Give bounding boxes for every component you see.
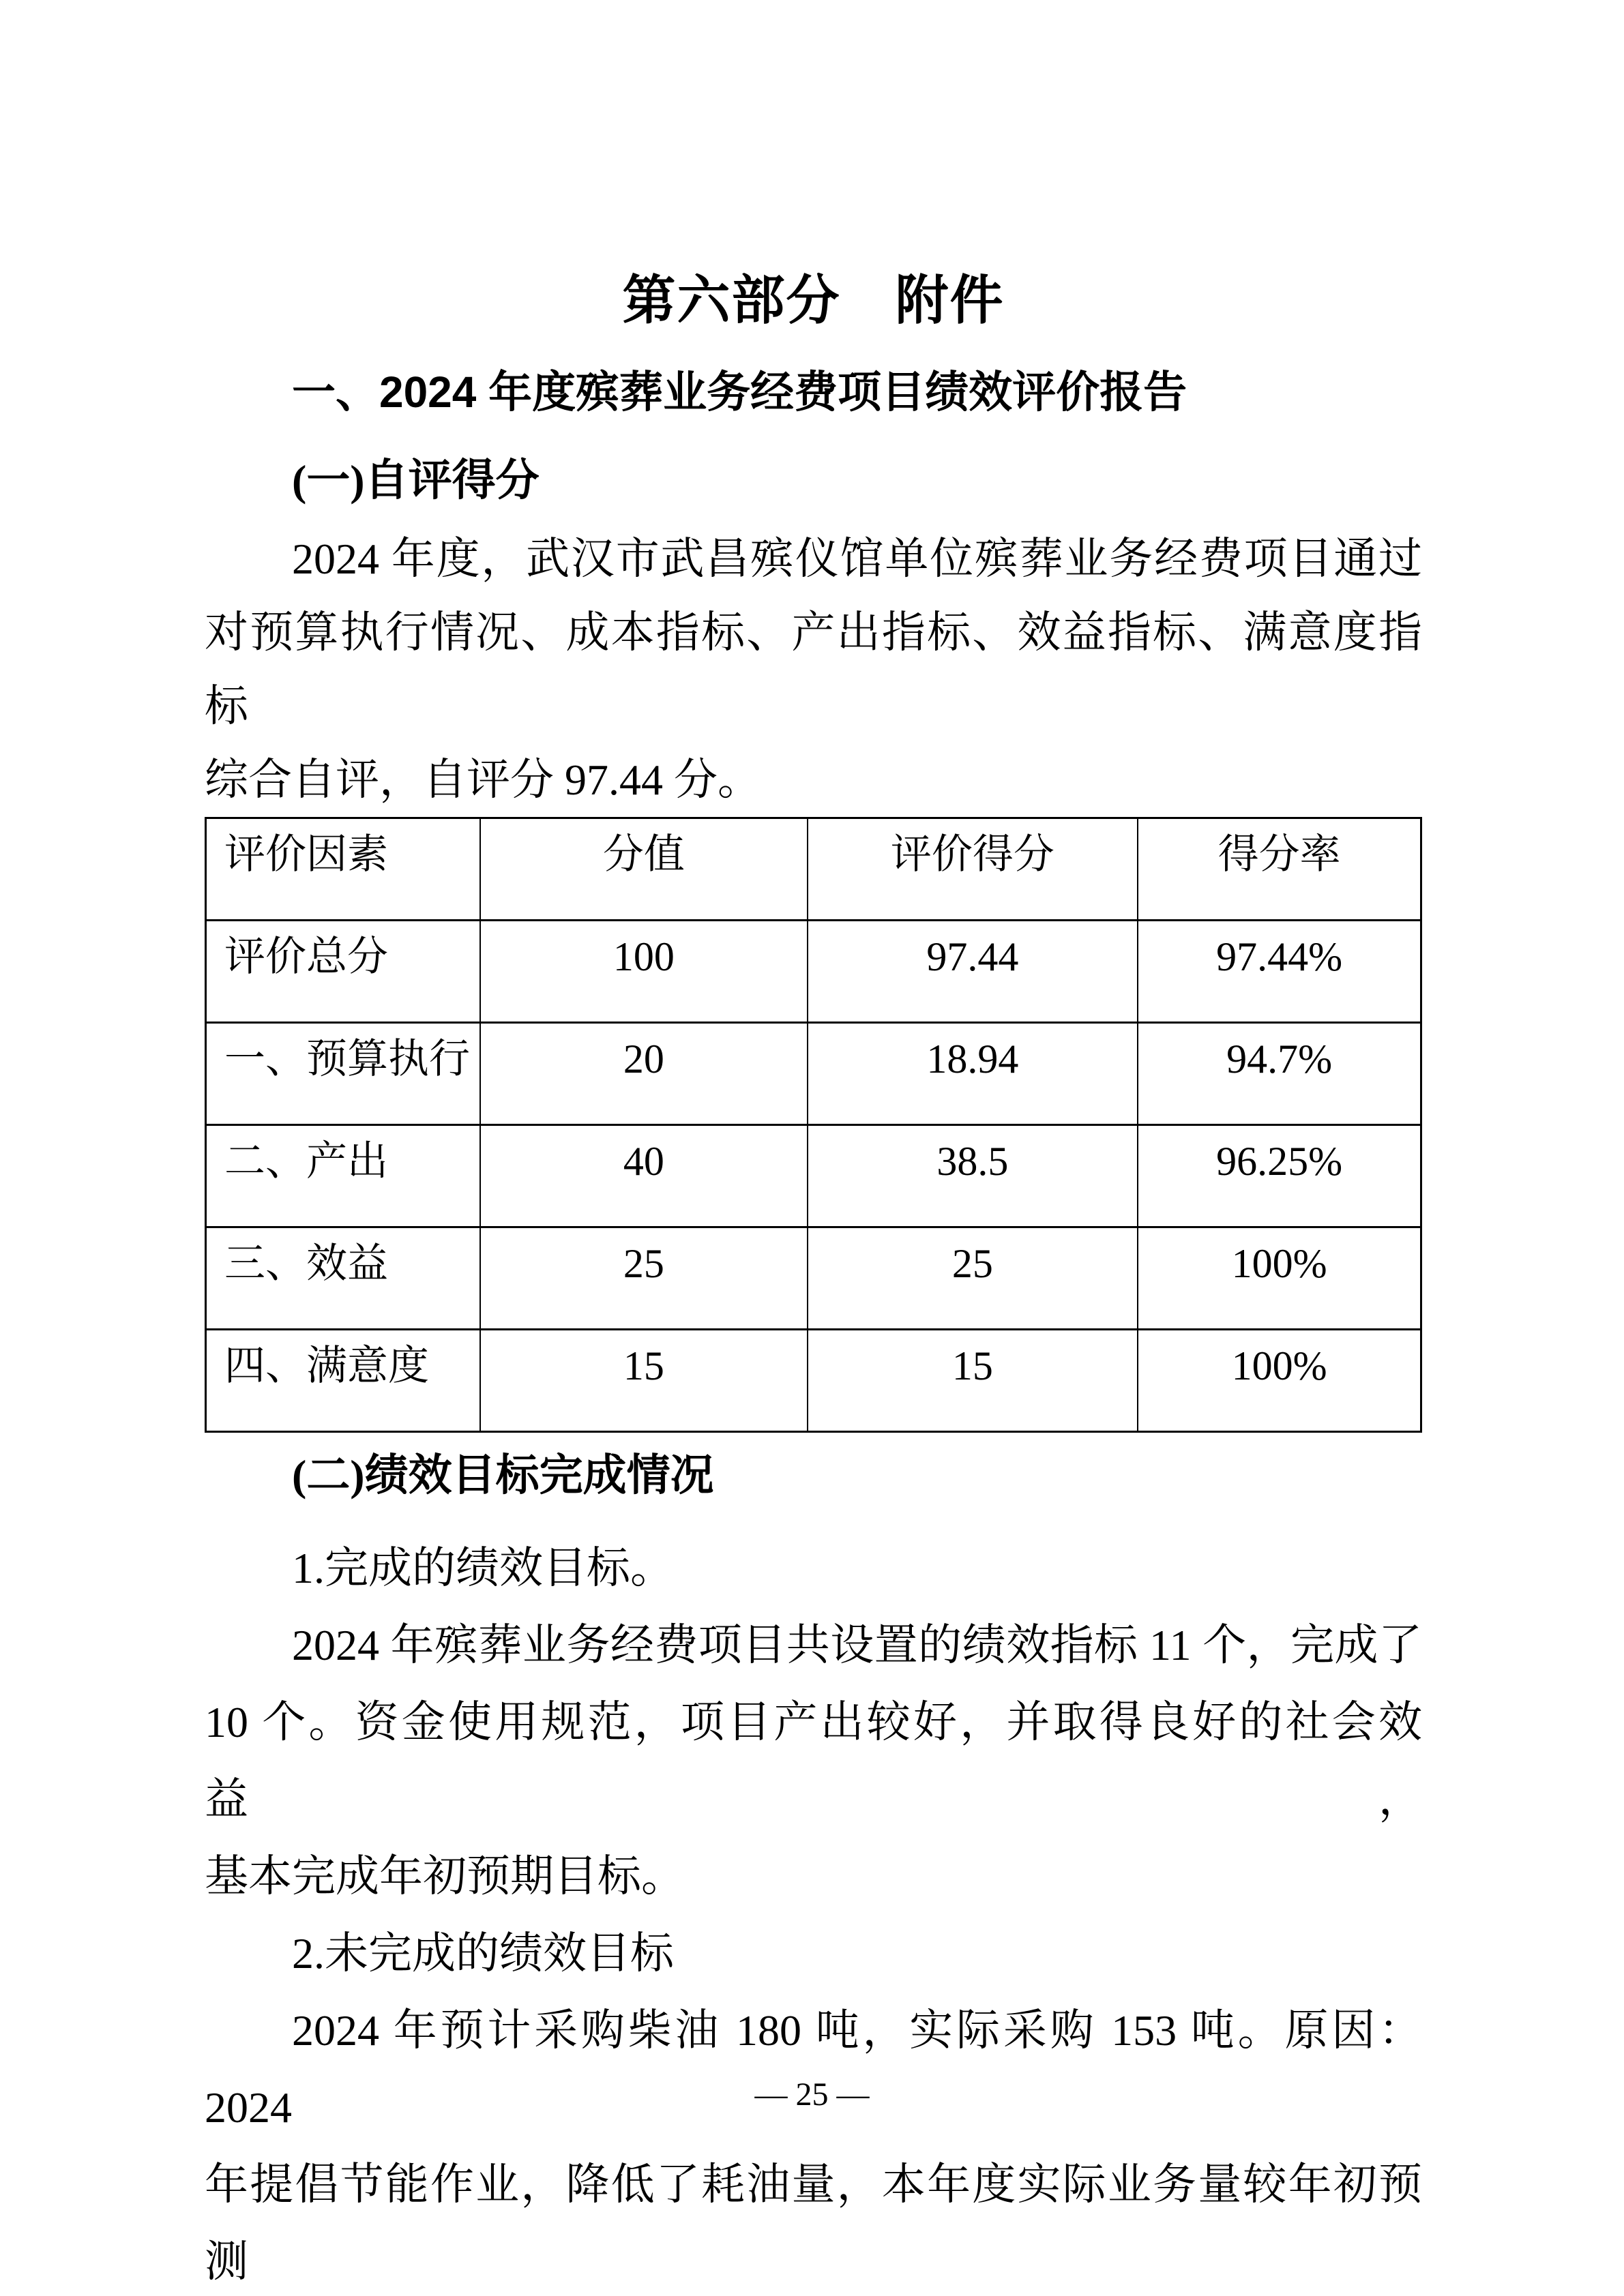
table-cell: 96.25% <box>1138 1125 1421 1227</box>
table-cell: 18.94 <box>808 1023 1138 1125</box>
table-cell: 三、效益 <box>206 1227 481 1330</box>
table-header-rate: 得分率 <box>1138 818 1421 921</box>
table-row-total <box>206 921 1421 1023</box>
table-cell: 评价总分 <box>206 921 481 1023</box>
page-content <box>205 0 1422 2296</box>
table-cell: 94.7% <box>1138 1023 1421 1125</box>
paragraph-line: 1.完成的绩效目标。 <box>292 1544 674 1592</box>
goal-completion-paragraphs <box>205 1530 1422 2296</box>
paragraph-line: 年提倡节能作业，降低了耗油量，本年度实际业务量较年初预测 <box>205 2160 1422 2286</box>
subsection-heading-goal-completion: (二)绩效目标完成情况 <box>292 1451 714 1500</box>
document-title: 第六部分 附件 <box>622 270 1005 330</box>
page-number: — 25 — <box>754 2076 870 2113</box>
table-cell: 20 <box>480 1023 807 1125</box>
table-cell: 15 <box>480 1330 807 1432</box>
table-row-budget-execution <box>206 1023 1421 1125</box>
paragraph-line: 综合自评，自评分 97.44 分。 <box>205 756 761 804</box>
subsection-heading-self-score: (一)自评得分 <box>292 456 540 505</box>
table-cell: 25 <box>480 1227 807 1330</box>
paragraph-line: 基本完成年初预期目标。 <box>205 1852 685 1900</box>
table-header-factor: 评价因素 <box>206 818 481 921</box>
table-header-score: 评价得分 <box>808 818 1138 921</box>
table-cell: 40 <box>480 1125 807 1227</box>
table-row-output <box>206 1125 1421 1227</box>
paragraph-line: 对预算执行情况、成本指标、产出指标、效益指标、满意度指标 <box>205 608 1422 730</box>
table-cell: 100 <box>480 921 807 1023</box>
table-cell: 15 <box>808 1330 1138 1432</box>
self-score-paragraph <box>205 522 1422 817</box>
paragraph-line: 2024 年度，武汉市武昌殡仪馆单位殡葬业务经费项目通过 <box>292 535 1422 583</box>
table-header-points: 分值 <box>480 818 807 921</box>
self-evaluation-score-table <box>205 817 1422 1433</box>
section-heading-report: 一、2024 年度殡葬业务经费项目绩效评价报告 <box>292 368 1187 417</box>
table-cell: 一、预算执行 <box>206 1023 481 1125</box>
paragraph-line: 2.未完成的绩效目标 <box>292 1929 674 1978</box>
table-row-satisfaction <box>206 1330 1421 1432</box>
table-cell: 97.44 <box>808 921 1138 1023</box>
table-cell: 四、满意度 <box>206 1330 481 1432</box>
table-cell: 100% <box>1138 1330 1421 1432</box>
paragraph-line: 2024 年殡葬业务经费项目共设置的绩效指标 11 个，完成了 <box>292 1621 1422 1669</box>
table-cell: 97.44% <box>1138 921 1421 1023</box>
paragraph-line: 10 个。资金使用规范，项目产出较好，并取得良好的社会效益， <box>205 1698 1422 1823</box>
table-header-row <box>206 818 1421 921</box>
table-cell: 25 <box>808 1227 1138 1330</box>
table-cell: 38.5 <box>808 1125 1138 1227</box>
paragraph-line: 2024 年预计采购柴油 180 吨，实际采购 153 吨。原因：2024 <box>205 2006 1422 2132</box>
table-row-benefit <box>206 1227 1421 1330</box>
table-cell: 二、产出 <box>206 1125 481 1227</box>
table-cell: 100% <box>1138 1227 1421 1330</box>
